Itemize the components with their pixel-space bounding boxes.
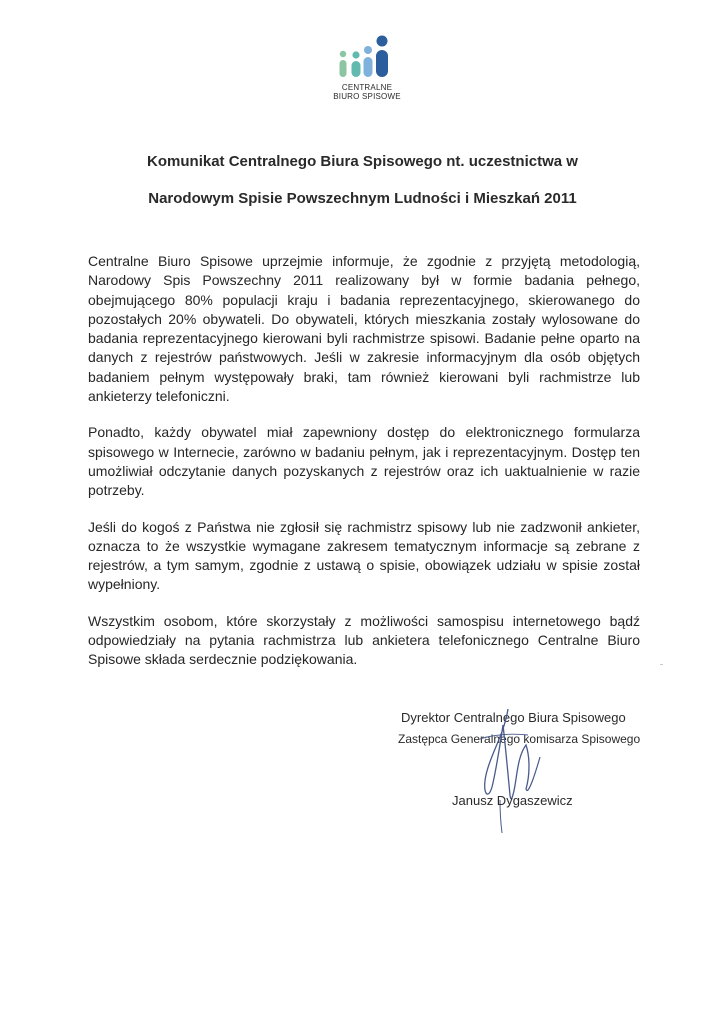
logo-text-line1: CENTRALNE — [341, 83, 393, 92]
cbs-logo — [327, 34, 407, 106]
document-title-line1: Komunikat Centralnego Biura Spisowego nt. uczestnictwa w — [147, 153, 578, 170]
paragraph-2: Ponadto, każdy obywatel miał zapewniony dostęp do elektronicznego formularza spisowego w Internecie, zarówno w badaniu pełnym, jak i reprezentacyjnym. Dostęp ten umożliwiał odczytanie danych pozyskanych z rejestrów oraz ich uaktualnienie w razie potrzeby. — [88, 424, 640, 499]
paragraph-3: Jeśli do kogoś z Państwa nie zgłosił się rachmistrz spisowy lub nie zadzwonił ankieter, oznacza to że wszystkie wymagane zakresem tematycznym informacje są zebrane z rejestrów, a tym samym, zgodnie z ustawą o spisie, obowiązek udziału w spisie został wypełniony. — [88, 518, 640, 593]
document-title-line2: Narodowym Spisie Powszechnym Ludności i Mieszkań 2011 — [148, 190, 577, 207]
signatory-title: Dyrektor Centralnego Biura Spisowego — [401, 710, 626, 725]
document-body — [88, 252, 640, 687]
handwritten-signature-icon — [470, 705, 560, 835]
paragraph-1: Centralne Biuro Spisowe uprzejmie informuje, że zgodnie z przyjętą metodologią, Narodowy Spis Powszechny 2011 realizowany był w formie badania pełnego, obejmującego 80% populacji kraju i badania reprezentacyjnego, skierowanego do pozostałych 20% obywateli. Do obywateli, których mieszkania zostały wylosowane do badania reprezentacyjnego kierowani byli rachmistrze spisowi. Badanie pełne oparto na danych z rejestrów państwowych. Jeśli w zakresie informacyjnym dla osób objętych badaniem pełnym występowały braki, tam również kierowani byli rachmistrze lub ankieterzy telefoniczni. — [88, 253, 640, 405]
scan-speck — [660, 664, 663, 665]
signatory-name: Janusz Dygaszewicz — [452, 793, 573, 808]
paragraph-4: Wszystkim osobom, które skorzystały z możliwości samospisu internetowego bądź odpowiedziały na pytania rachmistrza lub ankietera telefonicznego Centralne Biuro Spisowe składa serdecznie podziękowania. — [88, 612, 640, 668]
people-logo-icon — [333, 34, 401, 82]
signatory-role: Zastępca Generalnego komisarza Spisowego — [398, 732, 641, 746]
logo-text-line2: BIURO SPISOWE — [333, 92, 401, 101]
